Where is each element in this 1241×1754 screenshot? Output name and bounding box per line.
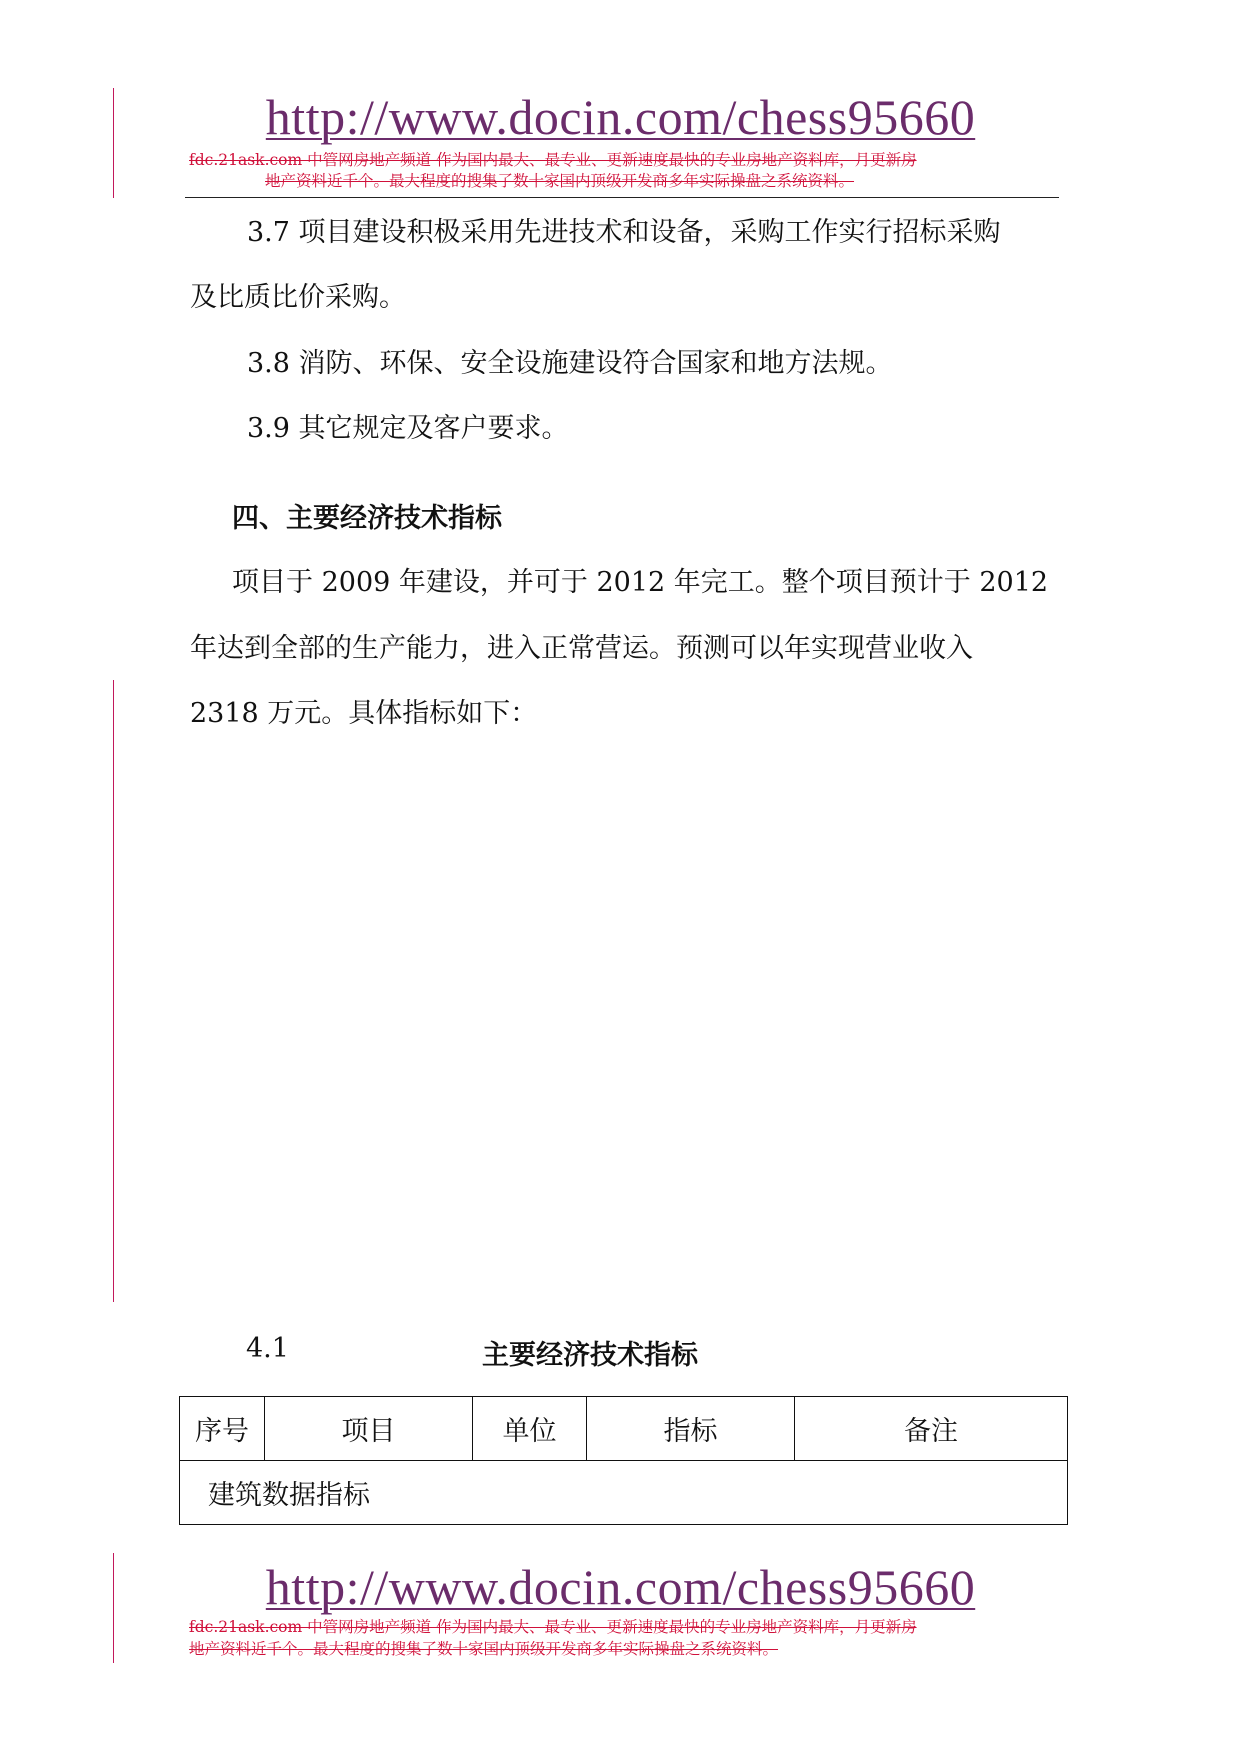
header-cell-item: 项目: [265, 1397, 473, 1461]
paragraph-4-line1: 项目于 2009 年建设，并可于 2012 年完工。整个项目预计于 2012: [232, 567, 1049, 598]
footer-ad-line1: fdc.21ask.com 中管网房地产频道 作为国内最大、最专业、更新速度最快的专业房地产资料库，月更新房: [189, 1618, 917, 1636]
table-title: 主要经济技术指标: [482, 1340, 698, 1371]
header-ad-line1: fdc.21ask.com 中管网房地产频道 作为国内最大、最专业、更新速度最快的专业房地产资料库，月更新房: [189, 151, 917, 169]
section-heading: 四、主要经济技术指标: [232, 503, 502, 534]
margin-bar-middle: [113, 680, 114, 1302]
footer-url-link[interactable]: http://www.docin.com/chess95660: [265, 1559, 976, 1615]
metrics-table: [179, 1396, 1068, 1525]
header-url-link[interactable]: http://www.docin.com/chess95660: [265, 89, 976, 145]
paragraph-3-7-line1: 3.7 项目建设积极采用先进技术和设备，采购工作实行招标采购: [247, 217, 1001, 248]
header-ad-line2: 地产资料近千个。最大程度的搜集了数十家国内顶级开发商多年实际操盘之系统资料。: [265, 172, 855, 190]
table-section-row: [180, 1461, 1068, 1525]
footer-ad-line2: 地产资料近千个。最大程度的搜集了数十家国内顶级开发商多年实际操盘之系统资料。: [189, 1640, 779, 1658]
paragraph-4-line2: 年达到全部的生产能力，进入正常营运。预测可以年实现营业收入: [190, 633, 973, 664]
header-cell-index: 序号: [180, 1397, 265, 1461]
section-row-label: 建筑数据指标: [180, 1461, 1068, 1525]
paragraph-3-9: 3.9 其它规定及客户要求。: [247, 413, 569, 444]
header-cell-unit: 单位: [473, 1397, 587, 1461]
table-number: 4.1: [246, 1333, 289, 1364]
paragraph-3-8: 3.8 消防、环保、安全设施建设符合国家和地方法规。: [247, 348, 893, 379]
header-cell-note: 备注: [795, 1397, 1068, 1461]
paragraph-4-line3: 2318 万元。具体指标如下：: [190, 698, 538, 729]
header-rule: [185, 197, 1059, 198]
table-header-row: [180, 1397, 1068, 1461]
paragraph-3-7-line2: 及比质比价采购。: [190, 282, 406, 313]
header-cell-value: 指标: [587, 1397, 795, 1461]
